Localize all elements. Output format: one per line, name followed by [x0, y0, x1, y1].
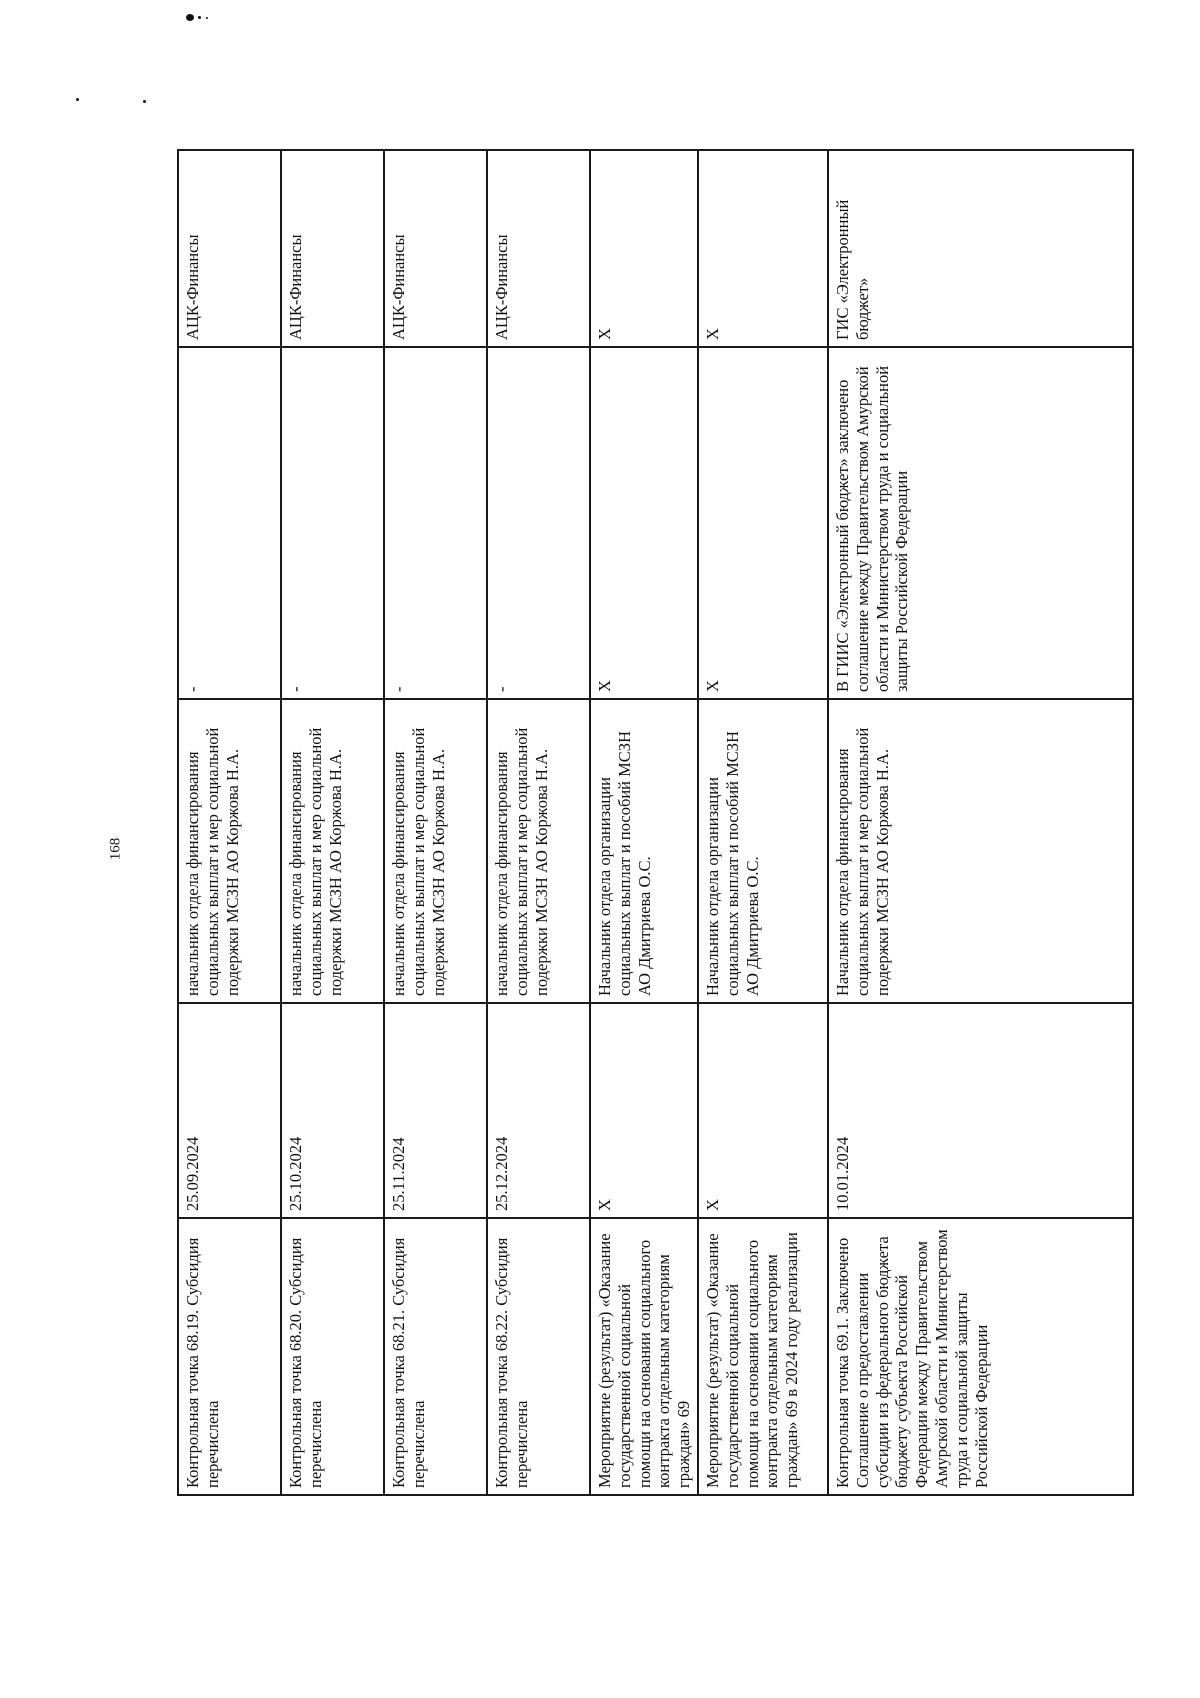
cell-date: X — [698, 1003, 828, 1218]
cell-system: АЦК-Финансы — [281, 150, 384, 347]
plan-table — [177, 149, 1134, 1496]
cell-responsible: начальник отдела финансирования социальных выплат и мер социальной подержки МСЗН АО Коржова Н.А. — [281, 699, 384, 1003]
cell-responsible: начальник отдела финансирования социальных выплат и мер социальной подержки МСЗН АО Коржова Н.А. — [487, 699, 590, 1003]
table-row — [828, 150, 1133, 1495]
cell-document: В ГИИС «Электронный бюджет» заключено соглашение между Правительством Амурской области и Министерством труда и социальной защиты Российской Федерации — [828, 347, 1133, 699]
cell-date: 25.10.2024 — [281, 1003, 384, 1218]
cell-responsible: начальник отдела финансирования социальных выплат и мер социальной подержки МСЗН АО Коржова Н.А. — [384, 699, 487, 1003]
cell-system: АЦК-Финансы — [178, 150, 281, 347]
cell-name: Контрольная точка 68.19. Субсидия перечислена — [178, 1218, 281, 1495]
scan-speck — [206, 17, 208, 19]
cell-system: X — [698, 150, 828, 347]
cell-system: X — [590, 150, 698, 347]
cell-date: 25.12.2024 — [487, 1003, 590, 1218]
cell-name: Контрольная точка 68.21. Субсидия перечислена — [384, 1218, 487, 1495]
table-row — [487, 150, 590, 1495]
cell-name: Контрольная точка 69.1. Заключено Соглашение о предоставлении субсидии из федерального бюджета бюджету субъекта Российской Федерации между Правительством Амурской области и Министерством труда и социальной защиты Российской Федерации — [828, 1218, 1133, 1495]
cell-document: - — [281, 347, 384, 699]
cell-responsible: Начальник отдела финансирования социальных выплат и мер социальной подержки МСЗН АО Коржова Н.А. — [828, 699, 1133, 1003]
cell-document: X — [698, 347, 828, 699]
scan-speck — [143, 100, 146, 103]
scan-speck — [186, 14, 194, 21]
cell-name: Мероприятие (результат) «Оказание государственной социальной помощи на основании социального контракта отдельным категориям граждан» 69 в 2024 году реализации — [698, 1218, 828, 1495]
cell-document: - — [384, 347, 487, 699]
table-row — [178, 150, 281, 1495]
page-number: 168 — [107, 837, 124, 861]
cell-date: 10.01.2024 — [828, 1003, 1133, 1218]
cell-document: - — [487, 347, 590, 699]
cell-system: АЦК-Финансы — [384, 150, 487, 347]
scan-speck — [76, 98, 79, 101]
cell-responsible: начальник отдела финансирования социальных выплат и мер социальной подержки МСЗН АО Коржова Н.А. — [178, 699, 281, 1003]
cell-document: - — [178, 347, 281, 699]
cell-responsible: Начальник отдела организации социальных выплат и пособий МСЗН АО Дмитриева О.С. — [590, 699, 698, 1003]
cell-date: 25.11.2024 — [384, 1003, 487, 1218]
cell-document: X — [590, 347, 698, 699]
cell-date: X — [590, 1003, 698, 1218]
cell-system: АЦК-Финансы — [487, 150, 590, 347]
scan-speck — [198, 16, 201, 19]
table-row — [384, 150, 487, 1495]
table-row — [281, 150, 384, 1495]
table-row — [698, 150, 828, 1495]
cell-system: ГИС «Электронный бюджет» — [828, 150, 1133, 347]
cell-name: Контрольная точка 68.20. Субсидия перечислена — [281, 1218, 384, 1495]
cell-name: Мероприятие (результат) «Оказание государственной социальной помощи на основании социального контракта отдельным категориям граждан» 69 — [590, 1218, 698, 1495]
cell-name: Контрольная точка 68.22. Субсидия перечислена — [487, 1218, 590, 1495]
document-table-rotated — [177, 151, 1132, 1496]
cell-responsible: Начальник отдела организации социальных выплат и пособий МСЗН АО Дмитриева О.С. — [698, 699, 828, 1003]
cell-date: 25.09.2024 — [178, 1003, 281, 1218]
table-row — [590, 150, 698, 1495]
